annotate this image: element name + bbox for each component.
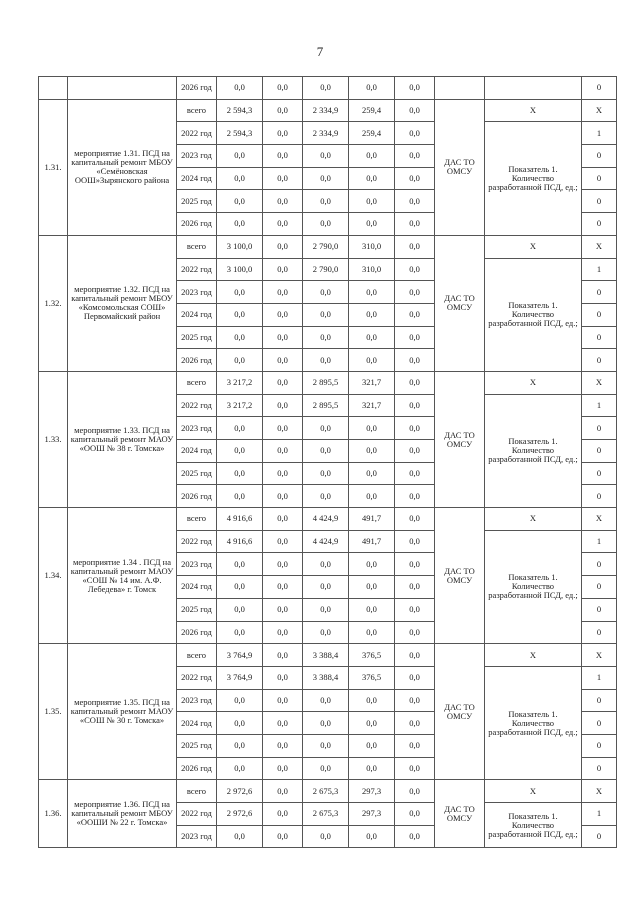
value-cell: 0,0 (395, 349, 435, 372)
value-cell: 0,0 (395, 167, 435, 190)
item-id-cell (39, 77, 68, 100)
year-cell: 2022 год (177, 803, 217, 826)
year-cell: 2024 год (177, 167, 217, 190)
value-cell: 0,0 (395, 440, 435, 463)
value-cell: 3 388,4 (303, 644, 349, 667)
value-cell: 0,0 (263, 122, 303, 145)
value-cell: 0,0 (395, 780, 435, 803)
value-cell: 0,0 (395, 803, 435, 826)
value-cell: 0,0 (395, 598, 435, 621)
indicator-total-cell: Х (485, 99, 582, 122)
value-cell: 2 895,5 (303, 371, 349, 394)
value-cell: 0,0 (349, 303, 395, 326)
value-cell: 0,0 (217, 349, 263, 372)
value-cell: 0,0 (395, 394, 435, 417)
value-cell: 0,0 (395, 553, 435, 576)
target-cell: Х (582, 780, 617, 803)
item-name-cell: мероприятие 1.33. ПСД на капитальный ремонт МАОУ «ООШ № 38 г. Томска» (68, 371, 177, 507)
value-cell: 0,0 (263, 349, 303, 372)
value-cell: 3 764,9 (217, 644, 263, 667)
year-cell: 2025 год (177, 190, 217, 213)
target-cell: 0 (582, 689, 617, 712)
value-cell: 2 895,5 (303, 394, 349, 417)
value-cell: 0,0 (395, 757, 435, 780)
target-cell: 0 (582, 462, 617, 485)
year-cell: 2026 год (177, 77, 217, 100)
indicator-total-cell: Х (485, 508, 582, 531)
value-cell: 0,0 (349, 553, 395, 576)
target-cell: Х (582, 371, 617, 394)
year-cell: 2025 год (177, 598, 217, 621)
year-cell: 2022 год (177, 258, 217, 281)
value-cell: 0,0 (395, 825, 435, 848)
value-cell: 3 100,0 (217, 258, 263, 281)
year-cell: 2024 год (177, 440, 217, 463)
item-id-cell: 1.31. (39, 99, 68, 235)
target-cell: 0 (582, 485, 617, 508)
value-cell: 0,0 (263, 553, 303, 576)
value-cell: 0,0 (217, 417, 263, 440)
year-cell: всего (177, 99, 217, 122)
value-cell: 3 217,2 (217, 371, 263, 394)
target-cell: 1 (582, 803, 617, 826)
value-cell: 0,0 (303, 757, 349, 780)
value-cell: 0,0 (395, 508, 435, 531)
item-id-cell: 1.34. (39, 508, 68, 644)
value-cell: 0,0 (263, 508, 303, 531)
value-cell: 0,0 (349, 326, 395, 349)
value-cell: 0,0 (349, 190, 395, 213)
value-cell: 0,0 (263, 77, 303, 100)
value-cell: 0,0 (217, 440, 263, 463)
value-cell: 0,0 (349, 825, 395, 848)
value-cell: 3 388,4 (303, 666, 349, 689)
value-cell: 0,0 (217, 734, 263, 757)
value-cell: 0,0 (395, 122, 435, 145)
indicator-cell: Показатель 1. Количество разработанной ПСД, ед.; (485, 666, 582, 779)
value-cell: 310,0 (349, 258, 395, 281)
value-cell: 0,0 (395, 99, 435, 122)
value-cell: 4 916,6 (217, 508, 263, 531)
year-cell: 2026 год (177, 349, 217, 372)
value-cell: 0,0 (263, 417, 303, 440)
target-cell: 0 (582, 734, 617, 757)
indicator-cell: Показатель 1. Количество разработанной ПСД, ед.; (485, 803, 582, 848)
value-cell: 2 790,0 (303, 258, 349, 281)
indicator-total-cell: Х (485, 371, 582, 394)
item-name-cell: мероприятие 1.36. ПСД на капитальный ремонт МБОУ «ООШИ № 22 г. Томска» (68, 780, 177, 848)
year-cell: 2024 год (177, 712, 217, 735)
value-cell: 376,5 (349, 644, 395, 667)
value-cell: 259,4 (349, 122, 395, 145)
year-cell: всего (177, 371, 217, 394)
target-cell: 0 (582, 712, 617, 735)
value-cell: 0,0 (217, 213, 263, 236)
value-cell: 0,0 (303, 349, 349, 372)
value-cell: 0,0 (303, 77, 349, 100)
table-body (39, 77, 617, 848)
value-cell: 0,0 (303, 621, 349, 644)
executor-cell: ДАС ТО ОМСУ (435, 780, 485, 848)
value-cell: 0,0 (263, 258, 303, 281)
year-cell: 2022 год (177, 122, 217, 145)
target-cell: 0 (582, 349, 617, 372)
value-cell: 0,0 (263, 326, 303, 349)
value-cell: 0,0 (217, 825, 263, 848)
value-cell: 0,0 (395, 371, 435, 394)
value-cell: 0,0 (349, 462, 395, 485)
value-cell: 0,0 (303, 825, 349, 848)
year-cell: 2022 год (177, 394, 217, 417)
target-cell: 0 (582, 281, 617, 304)
value-cell: 2 675,3 (303, 803, 349, 826)
value-cell: 0,0 (395, 485, 435, 508)
value-cell: 0,0 (303, 213, 349, 236)
value-cell: 491,7 (349, 530, 395, 553)
value-cell: 0,0 (349, 576, 395, 599)
item-id-cell: 1.36. (39, 780, 68, 848)
table-row (39, 99, 617, 122)
value-cell: 0,0 (217, 167, 263, 190)
value-cell: 0,0 (263, 303, 303, 326)
value-cell: 0,0 (217, 757, 263, 780)
value-cell: 0,0 (263, 644, 303, 667)
executor-cell (435, 77, 485, 100)
year-cell: 2026 год (177, 485, 217, 508)
item-name-cell: мероприятие 1.35. ПСД на капитальный ремонт МАОУ «СОШ № 30 г. Томска» (68, 644, 177, 780)
value-cell: 4 424,9 (303, 530, 349, 553)
year-cell: 2023 год (177, 689, 217, 712)
value-cell: 3 217,2 (217, 394, 263, 417)
value-cell: 259,4 (349, 99, 395, 122)
value-cell: 4 424,9 (303, 508, 349, 531)
year-cell: 2023 год (177, 825, 217, 848)
target-cell: 0 (582, 553, 617, 576)
value-cell: 0,0 (263, 281, 303, 304)
value-cell: 321,7 (349, 394, 395, 417)
year-cell: 2023 год (177, 145, 217, 168)
year-cell: 2025 год (177, 462, 217, 485)
value-cell: 0,0 (349, 757, 395, 780)
value-cell: 0,0 (217, 621, 263, 644)
indicator-cell: Показатель 1. Количество разработанной ПСД, ед.; (485, 394, 582, 507)
year-cell: 2025 год (177, 734, 217, 757)
value-cell: 376,5 (349, 666, 395, 689)
value-cell: 0,0 (303, 712, 349, 735)
value-cell: 0,0 (395, 712, 435, 735)
target-cell: 0 (582, 213, 617, 236)
value-cell: 0,0 (303, 417, 349, 440)
table-row (39, 371, 617, 394)
year-cell: 2024 год (177, 303, 217, 326)
value-cell: 0,0 (395, 734, 435, 757)
target-cell: 0 (582, 167, 617, 190)
indicator-total-cell: Х (485, 235, 582, 258)
value-cell: 0,0 (395, 326, 435, 349)
target-cell: 0 (582, 757, 617, 780)
value-cell: 0,0 (395, 190, 435, 213)
value-cell: 0,0 (263, 712, 303, 735)
value-cell: 0,0 (395, 576, 435, 599)
target-cell: 1 (582, 394, 617, 417)
page-number: 7 (316, 44, 324, 59)
year-cell: всего (177, 508, 217, 531)
table-row (39, 235, 617, 258)
value-cell: 0,0 (263, 99, 303, 122)
value-cell: 0,0 (395, 666, 435, 689)
year-cell: 2022 год (177, 666, 217, 689)
year-cell: 2023 год (177, 417, 217, 440)
target-cell: 0 (582, 145, 617, 168)
value-cell: 0,0 (349, 145, 395, 168)
target-cell: Х (582, 508, 617, 531)
value-cell: 0,0 (303, 485, 349, 508)
value-cell: 0,0 (395, 213, 435, 236)
value-cell: 0,0 (217, 190, 263, 213)
executor-cell: ДАС ТО ОМСУ (435, 644, 485, 780)
value-cell: 310,0 (349, 235, 395, 258)
value-cell: 0,0 (263, 689, 303, 712)
value-cell: 321,7 (349, 371, 395, 394)
value-cell: 0,0 (303, 281, 349, 304)
year-cell: всего (177, 644, 217, 667)
table-row (39, 644, 617, 667)
target-cell: 0 (582, 825, 617, 848)
table-row (39, 780, 617, 803)
value-cell: 0,0 (303, 576, 349, 599)
value-cell: 0,0 (217, 598, 263, 621)
value-cell: 0,0 (395, 258, 435, 281)
value-cell: 0,0 (263, 666, 303, 689)
value-cell: 0,0 (217, 712, 263, 735)
value-cell: 0,0 (263, 190, 303, 213)
value-cell: 0,0 (349, 167, 395, 190)
value-cell: 0,0 (263, 598, 303, 621)
executor-cell: ДАС ТО ОМСУ (435, 235, 485, 371)
item-name-cell: мероприятие 1.32. ПСД на капитальный ремонт МБОУ «Комсомольская СОШ» Первомайский район (68, 235, 177, 371)
value-cell: 0,0 (217, 145, 263, 168)
value-cell: 0,0 (303, 598, 349, 621)
value-cell: 297,3 (349, 803, 395, 826)
year-cell: 2026 год (177, 213, 217, 236)
value-cell: 0,0 (263, 825, 303, 848)
value-cell: 0,0 (395, 644, 435, 667)
table-row (39, 508, 617, 531)
value-cell: 0,0 (217, 303, 263, 326)
value-cell: 0,0 (263, 485, 303, 508)
value-cell: 0,0 (349, 349, 395, 372)
value-cell: 0,0 (217, 689, 263, 712)
value-cell: 0,0 (395, 689, 435, 712)
value-cell: 0,0 (349, 485, 395, 508)
value-cell: 0,0 (349, 734, 395, 757)
value-cell: 0,0 (395, 77, 435, 100)
value-cell: 0,0 (217, 281, 263, 304)
executor-cell: ДАС ТО ОМСУ (435, 508, 485, 644)
value-cell: 0,0 (263, 213, 303, 236)
value-cell: 3 764,9 (217, 666, 263, 689)
item-name-cell: мероприятие 1.31. ПСД на капитальный ремонт МБОУ «Семёновская ООШ»Зырянского района (68, 99, 177, 235)
value-cell: 0,0 (217, 326, 263, 349)
item-name-cell: мероприятие 1.34 . ПСД на капитальный ремонт МАОУ «СОШ № 14 им. А.Ф. Лебедева» г. Томск (68, 508, 177, 644)
value-cell: 2 790,0 (303, 235, 349, 258)
value-cell: 0,0 (263, 167, 303, 190)
value-cell: 0,0 (349, 281, 395, 304)
value-cell: 2 594,3 (217, 99, 263, 122)
value-cell: 0,0 (303, 190, 349, 213)
value-cell: 2 972,6 (217, 803, 263, 826)
target-cell: 0 (582, 598, 617, 621)
value-cell: 0,0 (395, 145, 435, 168)
target-cell: 1 (582, 666, 617, 689)
value-cell: 0,0 (303, 326, 349, 349)
program-table (38, 76, 617, 848)
value-cell: 0,0 (263, 462, 303, 485)
target-cell: Х (582, 235, 617, 258)
indicator-cell: Показатель 1. Количество разработанной ПСД, ед.; (485, 530, 582, 643)
value-cell: 0,0 (395, 530, 435, 553)
target-cell: 0 (582, 326, 617, 349)
value-cell: 0,0 (263, 145, 303, 168)
executor-cell: ДАС ТО ОМСУ (435, 99, 485, 235)
indicator-total-cell: Х (485, 644, 582, 667)
indicator-cell: Показатель 1. Количество разработанной ПСД, ед.; (485, 122, 582, 235)
value-cell: 2 334,9 (303, 99, 349, 122)
value-cell: 0,0 (263, 576, 303, 599)
target-cell: 0 (582, 190, 617, 213)
year-cell: 2026 год (177, 621, 217, 644)
value-cell: 0,0 (263, 621, 303, 644)
item-id-cell: 1.35. (39, 644, 68, 780)
item-id-cell: 1.33. (39, 371, 68, 507)
year-cell: всего (177, 780, 217, 803)
value-cell: 0,0 (349, 417, 395, 440)
target-cell: 1 (582, 122, 617, 145)
year-cell: 2025 год (177, 326, 217, 349)
target-cell: 0 (582, 440, 617, 463)
value-cell: 0,0 (395, 462, 435, 485)
value-cell: 4 916,6 (217, 530, 263, 553)
value-cell: 0,0 (303, 167, 349, 190)
value-cell: 0,0 (217, 77, 263, 100)
value-cell: 0,0 (349, 621, 395, 644)
value-cell: 0,0 (263, 780, 303, 803)
value-cell: 0,0 (303, 440, 349, 463)
value-cell: 0,0 (303, 734, 349, 757)
target-cell: 0 (582, 77, 617, 100)
value-cell: 0,0 (217, 553, 263, 576)
target-cell: Х (582, 99, 617, 122)
value-cell: 0,0 (217, 462, 263, 485)
value-cell: 2 334,9 (303, 122, 349, 145)
value-cell: 491,7 (349, 508, 395, 531)
year-cell: 2023 год (177, 281, 217, 304)
executor-cell: ДАС ТО ОМСУ (435, 371, 485, 507)
target-cell: 0 (582, 303, 617, 326)
item-name-cell (68, 77, 177, 100)
target-cell: 0 (582, 621, 617, 644)
value-cell: 0,0 (263, 235, 303, 258)
target-cell: 1 (582, 258, 617, 281)
value-cell: 0,0 (217, 576, 263, 599)
target-cell: 0 (582, 417, 617, 440)
value-cell: 0,0 (303, 689, 349, 712)
value-cell: 0,0 (263, 371, 303, 394)
value-cell: 3 100,0 (217, 235, 263, 258)
value-cell: 0,0 (263, 757, 303, 780)
value-cell: 0,0 (303, 553, 349, 576)
value-cell: 0,0 (349, 689, 395, 712)
year-cell: 2022 год (177, 530, 217, 553)
value-cell: 0,0 (303, 462, 349, 485)
indicator-cell: Показатель 1. Количество разработанной ПСД, ед.; (485, 258, 582, 371)
value-cell: 2 675,3 (303, 780, 349, 803)
value-cell: 0,0 (395, 281, 435, 304)
year-cell: 2024 год (177, 576, 217, 599)
target-cell: Х (582, 644, 617, 667)
value-cell: 2 972,6 (217, 780, 263, 803)
target-cell: 1 (582, 530, 617, 553)
value-cell: 0,0 (263, 734, 303, 757)
value-cell: 0,0 (263, 530, 303, 553)
value-cell: 0,0 (349, 77, 395, 100)
value-cell: 0,0 (395, 621, 435, 644)
indicator-total-cell: Х (485, 780, 582, 803)
value-cell: 0,0 (263, 440, 303, 463)
year-cell: 2023 год (177, 553, 217, 576)
value-cell: 297,3 (349, 780, 395, 803)
value-cell: 0,0 (217, 485, 263, 508)
value-cell: 0,0 (349, 213, 395, 236)
value-cell: 0,0 (395, 235, 435, 258)
year-cell: 2026 год (177, 757, 217, 780)
value-cell: 2 594,3 (217, 122, 263, 145)
indicator-cell (485, 77, 582, 100)
table-row (39, 77, 617, 100)
value-cell: 0,0 (349, 440, 395, 463)
item-id-cell: 1.32. (39, 235, 68, 371)
year-cell: всего (177, 235, 217, 258)
value-cell: 0,0 (263, 803, 303, 826)
value-cell: 0,0 (395, 303, 435, 326)
value-cell: 0,0 (349, 598, 395, 621)
value-cell: 0,0 (303, 145, 349, 168)
value-cell: 0,0 (349, 712, 395, 735)
target-cell: 0 (582, 576, 617, 599)
value-cell: 0,0 (263, 394, 303, 417)
value-cell: 0,0 (303, 303, 349, 326)
value-cell: 0,0 (395, 417, 435, 440)
